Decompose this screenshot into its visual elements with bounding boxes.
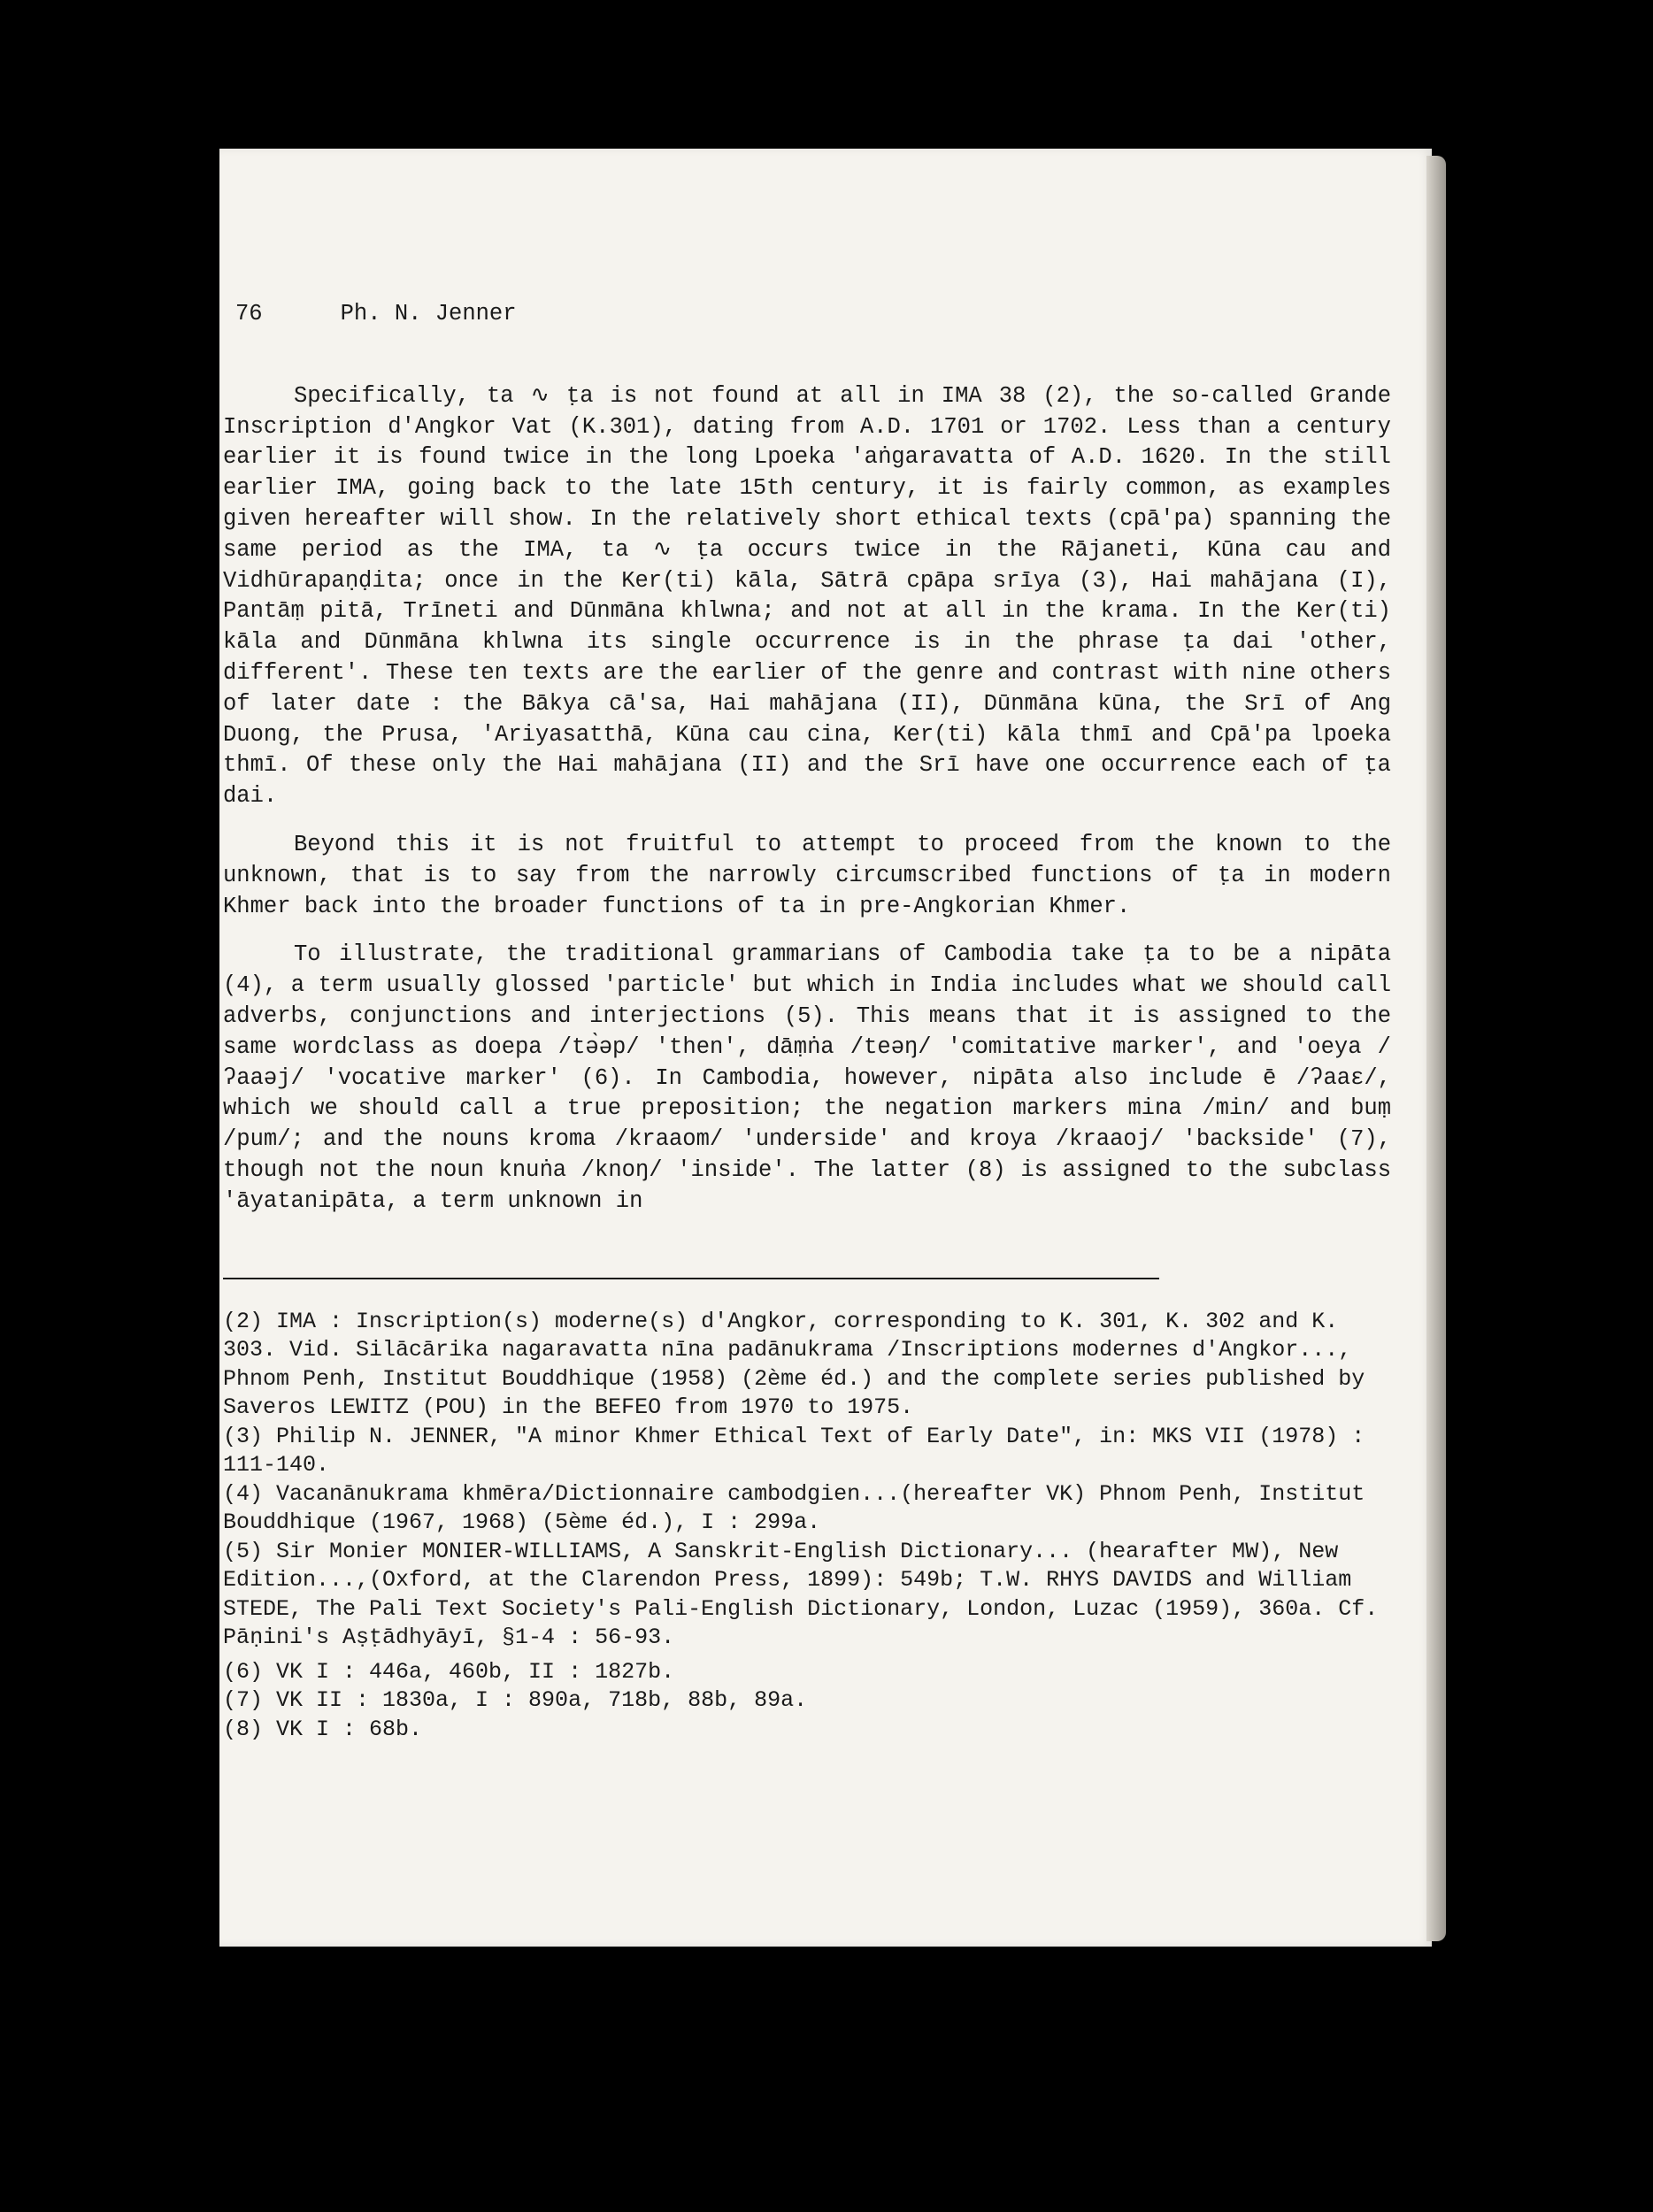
paragraph-2: Beyond this it is not fruitful to attempt to proceed from the known to the unknown, that is to say from the narrowly circumscribed functions of ṭa in modern Khmer back into the broader functions of ta in pre-Angkorian Khmer. (223, 831, 1391, 919)
author-name: Ph. N. Jenner (340, 301, 517, 326)
running-header (223, 299, 1391, 330)
footnote-3: (3) Philip N. JENNER, "A minor Khmer Ethical Text of Early Date", in: MKS VII (1978) : 111-140. (223, 1423, 1365, 1479)
paragraph-1: Specifically, ta ∿ ṭa is not found at all in IMA 38 (2), the so-called Grande Inscription d'Angkor Vat (K.301), dating from A.D. 1701 or 1702. Less than a century earlier it is found twice in the long Lpoeka 'aṅgaravatta of A.D. 1620. In the still earlier IMA, going back to the late 15th century, it is fairly common, as examples given hereafter will show. In the relatively short ethical texts (cpā'pa) spanning the same period as the IMA, ta ∿ ṭa occurs twice in the Rājaneti, Kūna cau and Vidhūrapaṇḍita; once in the Ker(ti) kāla, Sātrā cpāpa srīya (3), Hai mahājana (I), Pantāṃ pitā, Trīneti and Dūnmāna khlwna; and not at all in the krama. In the Ker(ti) kāla and Dūnmāna khlwna its single occurrence is in the phrase ṭa dai 'other, different'. These ten texts are the earlier of the genre and contrast with nine others of later date : the Bākya cā'sa, Hai mahājana (II), Dūnmāna kūna, the Srī of Ang Duong, the Prusa, 'Ariyasatthā, Kūna cau cina, Ker(ti) kāla thmī and Cpā'pa lpoeka thmī. Of these only the Hai mahājana (II) and the Srī have one occurrence each of ṭa dai. (223, 382, 1391, 810)
page-number: 76 (235, 301, 263, 326)
footnote-4: (4) Vacanānukrama khmēra/Dictionnaire cambodgien...(hereafter VK) Phnom Penh, Institut Bouddhique (1967, 1968) (5ème éd.), I : 299a. (223, 1480, 1365, 1536)
paragraph-3: To illustrate, the traditional grammarians of Cambodia take ṭa to be a nipāta (4), a term usually glossed 'particle' but which in India includes what we should call adverbs, conjunctions and interjections (5). This means that it is assigned to the same wordclass as doepa /tə̀əp/ 'then', dāṃṅa /teəŋ/ 'comitative marker', and 'oeya /ʔaaəj/ 'vocative marker' (6). In Cambodia, however, nipāta also include ē /ʔaaɛ/, which we should call a true preposition; the negation markers mina /min/ and buṃ /pum/; and the nouns kroma /kraaom/ 'underside' and kroya /kraaoj/ 'backside' (7), though not the noun knuṅa /knoŋ/ 'inside'. The latter (8) is assigned to the subclass 'āyatanipāta, a term unknown in (223, 941, 1391, 1214)
page-edge (1426, 156, 1446, 1941)
footnote-7: (7) VK II : 1830a, I : 890a, 718b, 88b, 89a. (223, 1687, 808, 1714)
footnote-6: (6) VK I : 446a, 460b, II : 1827b. (223, 1658, 675, 1685)
page-content (223, 299, 1391, 1744)
footnote-5: (5) Sir Monier MONIER-WILLIAMS, A Sanskrit-English Dictionary... (hearafter MW), New Edition...,(Oxford, at the Clarendon Press, 1899): 549b; T.W. RHYS DAVIDS and William STEDE, The Pali Text Society's Pali-English Dictionary, London, Luzac (1959), 360a. Cf. Pāṇini's Aṣṭādhyāyī, §1-4 : 56-93. (223, 1538, 1379, 1651)
footnote-8: (8) VK I : 68b. (223, 1716, 423, 1742)
footnote-rule (223, 1278, 1159, 1279)
footnote-2: (2) IMA : Inscription(s) moderne(s) d'Angkor, corresponding to K. 301, K. 302 and K. 303. Vid. Silācārika nagaravatta nīna padānukrama /Inscriptions modernes d'Angkor..., Phnom Penh, Institut Bouddhique (1958) (2ème éd.) and the complete series published by Saveros LEWITZ (POU) in the BEFEO from 1970 to 1975. (223, 1308, 1365, 1421)
